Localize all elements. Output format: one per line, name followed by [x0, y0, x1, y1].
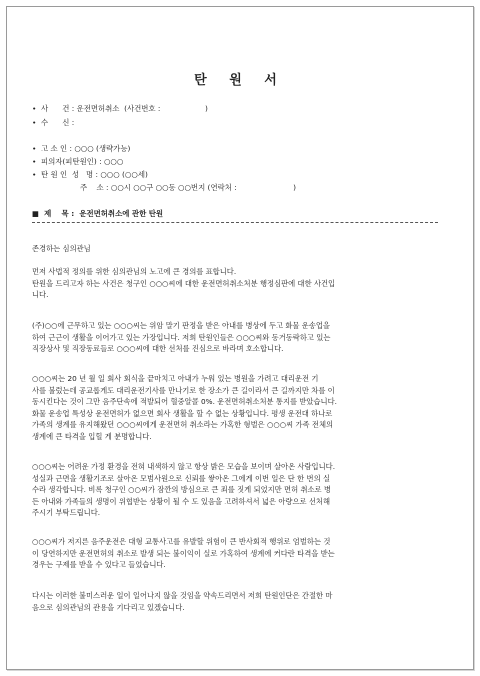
- paragraph-line: ○○○씨는 20 년 월 일 회사 회식을 끝마치고 아내가 누워 있는 병원을 가려고 대리운전 기: [32, 374, 319, 383]
- paragraph-line: 경우는 구제를 받을 수 있다고 들었습니다.: [32, 560, 166, 570]
- suspect-label: 피의자(피탄원인) :: [41, 157, 102, 166]
- petitioner-name-value: ○○○ (○○세): [100, 170, 148, 179]
- paragraph-line: 음으로 심의관님의 관용을 기다리고 있겠습니다.: [32, 602, 185, 612]
- complainant-value: ○○○ (생략가능): [74, 144, 131, 153]
- dashed-divider: [32, 222, 438, 223]
- paragraph-2: [32, 320, 424, 355]
- paragraph-line: 든 아내와 가족들의 생명이 위협받는 상황이 될 수 도 있음을 고려하셔서 넓은 아량으로 선처해: [32, 496, 331, 506]
- paragraph-5: [32, 536, 424, 571]
- paragraph-line: 탄원을 드리고자 하는 사건은 청구인 ○○○씨에 대한 운전면허취소처분 행정심판에 대한 사건입: [32, 278, 336, 288]
- paragraph-line: 직장상사 및 직장동료들로 ○○○씨에 대한 선처를 진심으로 바라며 호소합니다.: [32, 344, 284, 354]
- paragraph-line: 이 당연하지만 운전면허의 취소로 발생 되는 불이익이 실로 가혹하여 생계에 커다란 타격을 받는: [32, 548, 335, 558]
- address-label: 주 소 :: [80, 183, 109, 192]
- paragraph-line: ○○○씨가 저지른 음주운전은 대형 교통사고를 유발할 위험이 큰 반사회적 행위로 엄벌하는 것: [32, 537, 331, 546]
- paragraph-line: 생계에 큰 타격을 입힐 게 분명합니다.: [32, 431, 152, 441]
- paragraph-line: 다시는 이러한 불미스러운 일이 일어나지 않을 것임을 약속드리면서 저희 탄원인단은 간절한 마: [32, 591, 333, 600]
- petitioner-address-field: [80, 183, 296, 193]
- paragraph-line: 하여 근근이 생활을 이어가고 있는 가장입니다. 저희 탄원인들은 ○○○씨와 동거동락하고 있는: [32, 332, 331, 342]
- bullet-icon: •: [32, 104, 37, 113]
- bullet-icon: •: [32, 144, 37, 153]
- paragraph-line: 먼저 사법적 정의를 위한 심의관님의 노고에 큰 경의를 표합니다.: [32, 267, 237, 276]
- complainant-field: [32, 144, 130, 154]
- paragraph-line: (주)○○에 근무하고 있는 ○○○씨는 위암 말기 판정을 받은 아내를 병상에 두고 화물 운송업을: [32, 321, 330, 330]
- suspect-value: ○○○: [103, 157, 124, 166]
- paragraph-1: [32, 266, 424, 301]
- bullet-icon: •: [32, 157, 37, 166]
- case-field: [32, 104, 208, 114]
- paragraph-line: 성실과 근면을 생활기조로 살아온 모범사원으로 신뢰를 쌓아온 그에게 이번 일은 단 한 번의 실: [32, 473, 331, 483]
- petitioner-name-field: [32, 170, 148, 180]
- address-value: ○○시 ○○구 ○○동 ○○번지 (연락처 : ): [110, 183, 296, 192]
- recipient-field: [32, 118, 77, 128]
- suspect-field: [32, 157, 123, 167]
- paragraph-line: 수라 생각합니다. 비록 청구인 ○○씨가 잠깐의 방심으로 큰 죄를 짓게 되었지만 면허 취소로 병: [32, 485, 331, 495]
- paragraph-6: [32, 590, 424, 613]
- greeting: 존경하는 심의관님: [32, 244, 91, 253]
- recipient-label: 수 신 :: [41, 118, 75, 127]
- paragraph-line: 가족의 생계를 유지해왔던 ○○○씨에게 운전면허 취소라는 가혹한 형벌은 ○○○씨 가족 전체의: [32, 420, 334, 430]
- paragraph-line: 화물 운송업 특성상 운전면허가 없으면 회사 생활을 할 수 없는 상황입니다. 평생 운전대 하나로: [32, 408, 333, 418]
- paragraph-line: 동시킨다는 것이 그만 음주단속에 적발되어 혈중알콜 0%. 운전면허취소처분 통지를 받았습니다.: [32, 397, 337, 407]
- paragraph-line: 사를 불렀는데 공교롭게도 대리운전기사를 만나기로 한 장소가 큰 길이라서 큰 길까지만 차를 이: [32, 385, 335, 395]
- paragraph-line: 니다.: [32, 290, 49, 300]
- case-value: 운전면허취소 (사건번호 : ): [76, 104, 208, 113]
- bullet-icon: •: [32, 170, 37, 179]
- paragraph-4: [32, 461, 424, 519]
- case-label: 사 건 :: [41, 104, 75, 113]
- document-title: 탄 원 서: [194, 73, 286, 88]
- complainant-label: 고 소 인 :: [41, 144, 72, 153]
- bullet-icon: •: [32, 118, 37, 127]
- subject-line: ■ 제 목 : 운전면허취소에 관한 탄원: [32, 209, 164, 218]
- petitioner-name-label: 탄 원 인 성 명 :: [41, 170, 98, 179]
- paragraph-line: ○○○씨는 어려운 가정 환경을 전혀 내색하지 않고 항상 밝은 모습을 보이며 살아온 사람입니다.: [32, 462, 336, 471]
- paragraph-line: 주시기 부탁드립니다.: [32, 508, 101, 518]
- paragraph-3: [32, 373, 424, 443]
